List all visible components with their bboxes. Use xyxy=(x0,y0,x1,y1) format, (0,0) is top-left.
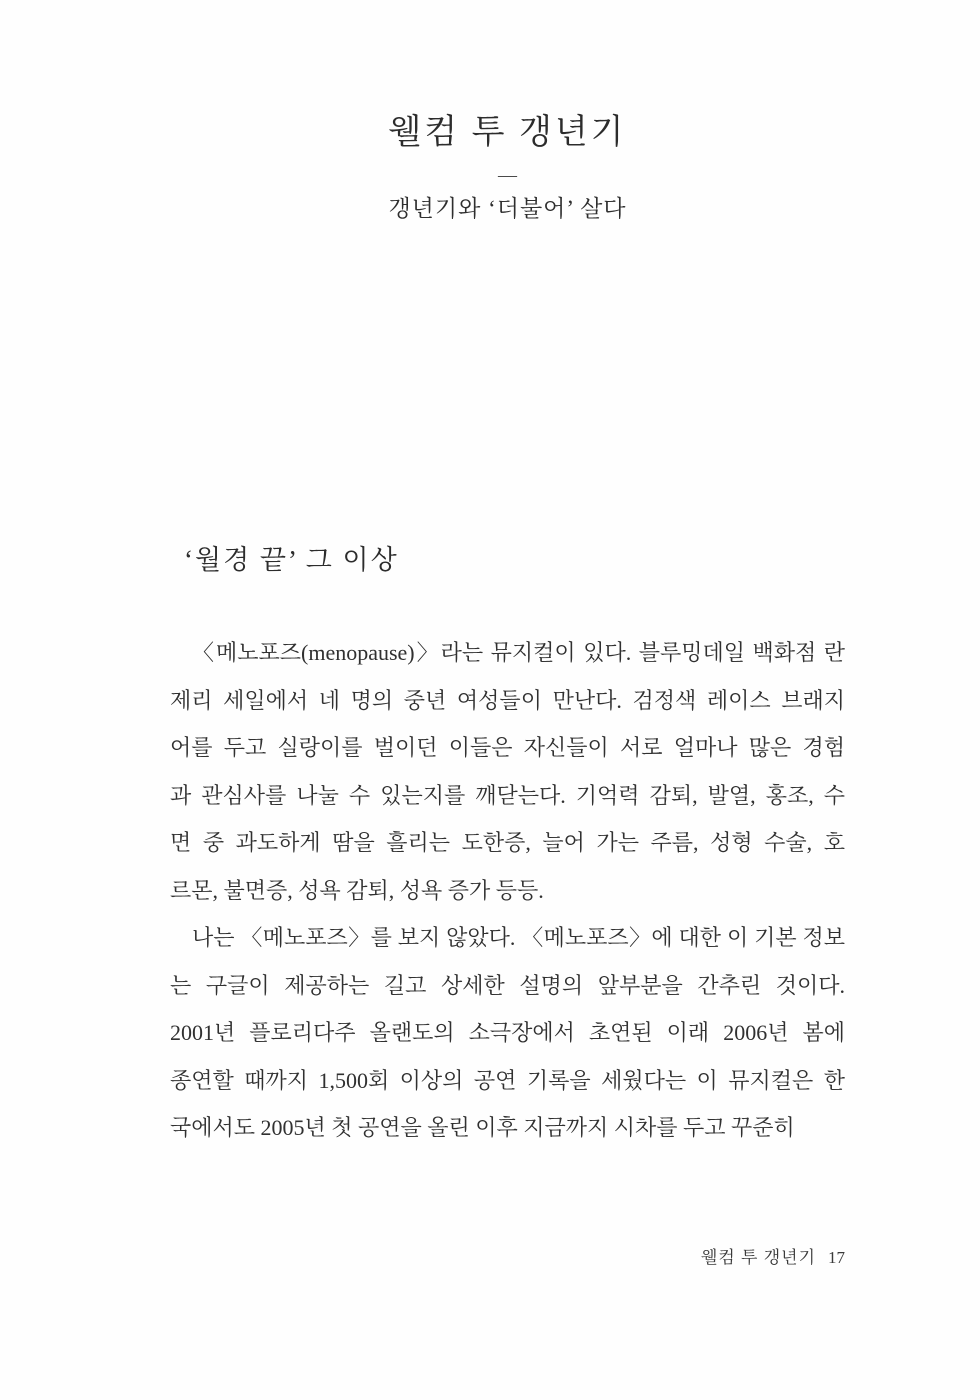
text-line: 면 중 과도하게 땀을 흘리는 도한증, 늘어 가는 주름, 성형 수술, 호 xyxy=(170,830,845,855)
title-divider: — xyxy=(498,165,517,186)
chapter-subtitle: 갱년기와 ‘더불어’ 살다 xyxy=(388,196,627,221)
text-line: 제리 세일에서 네 명의 중년 여성들이 만난다. 검정색 레이스 브래지 xyxy=(170,687,845,713)
text-line: 종연할 때까지 1,500회 이상의 공연 기록을 세웠다는 이 뮤지컬은 한 xyxy=(170,1067,845,1093)
text-line: 2001년 플로리다주 올랜도의 소극장에서 초연된 이래 2006년 봄에 xyxy=(170,1020,845,1045)
text-line: 는 구글이 제공하는 길고 상세한 설명의 앞부분을 간추린 것이다. xyxy=(170,972,845,998)
text-line: 르몬, 불면증, 성욕 감퇴, 성욕 증가 등등. xyxy=(170,877,544,903)
running-title: 웰컴 투 갱년기 xyxy=(700,1248,816,1267)
body-text xyxy=(170,629,845,1152)
paragraph xyxy=(170,629,845,914)
section-heading: ‘월경 끝’ 그 이상 xyxy=(184,545,399,575)
text-line: 나는 〈메노포즈〉를 보지 않았다. 〈메노포즈〉에 대한 이 기본 정보 xyxy=(192,925,845,950)
text-line: 〈메노포즈(menopause)〉라는 뮤지컬이 있다. 블루밍데일 백화점 란 xyxy=(192,640,845,665)
page-number: 17 xyxy=(828,1248,845,1267)
running-footer xyxy=(701,1246,845,1270)
chapter-title: 웰컴 투 갱년기 xyxy=(388,114,627,151)
chapter-title-block xyxy=(170,112,845,224)
paragraph xyxy=(170,914,845,1152)
text-line: 과 관심사를 나눌 수 있는지를 깨닫는다. 기억력 감퇴, 발열, 홍조, 수 xyxy=(170,782,845,808)
text-line: 국에서도 2005년 첫 공연을 올린 이후 지금까지 시차를 두고 꾸준히 xyxy=(170,1115,795,1140)
text-line: 어를 두고 실랑이를 벌이던 이들은 자신들이 서로 얼마나 많은 경험 xyxy=(170,735,845,760)
